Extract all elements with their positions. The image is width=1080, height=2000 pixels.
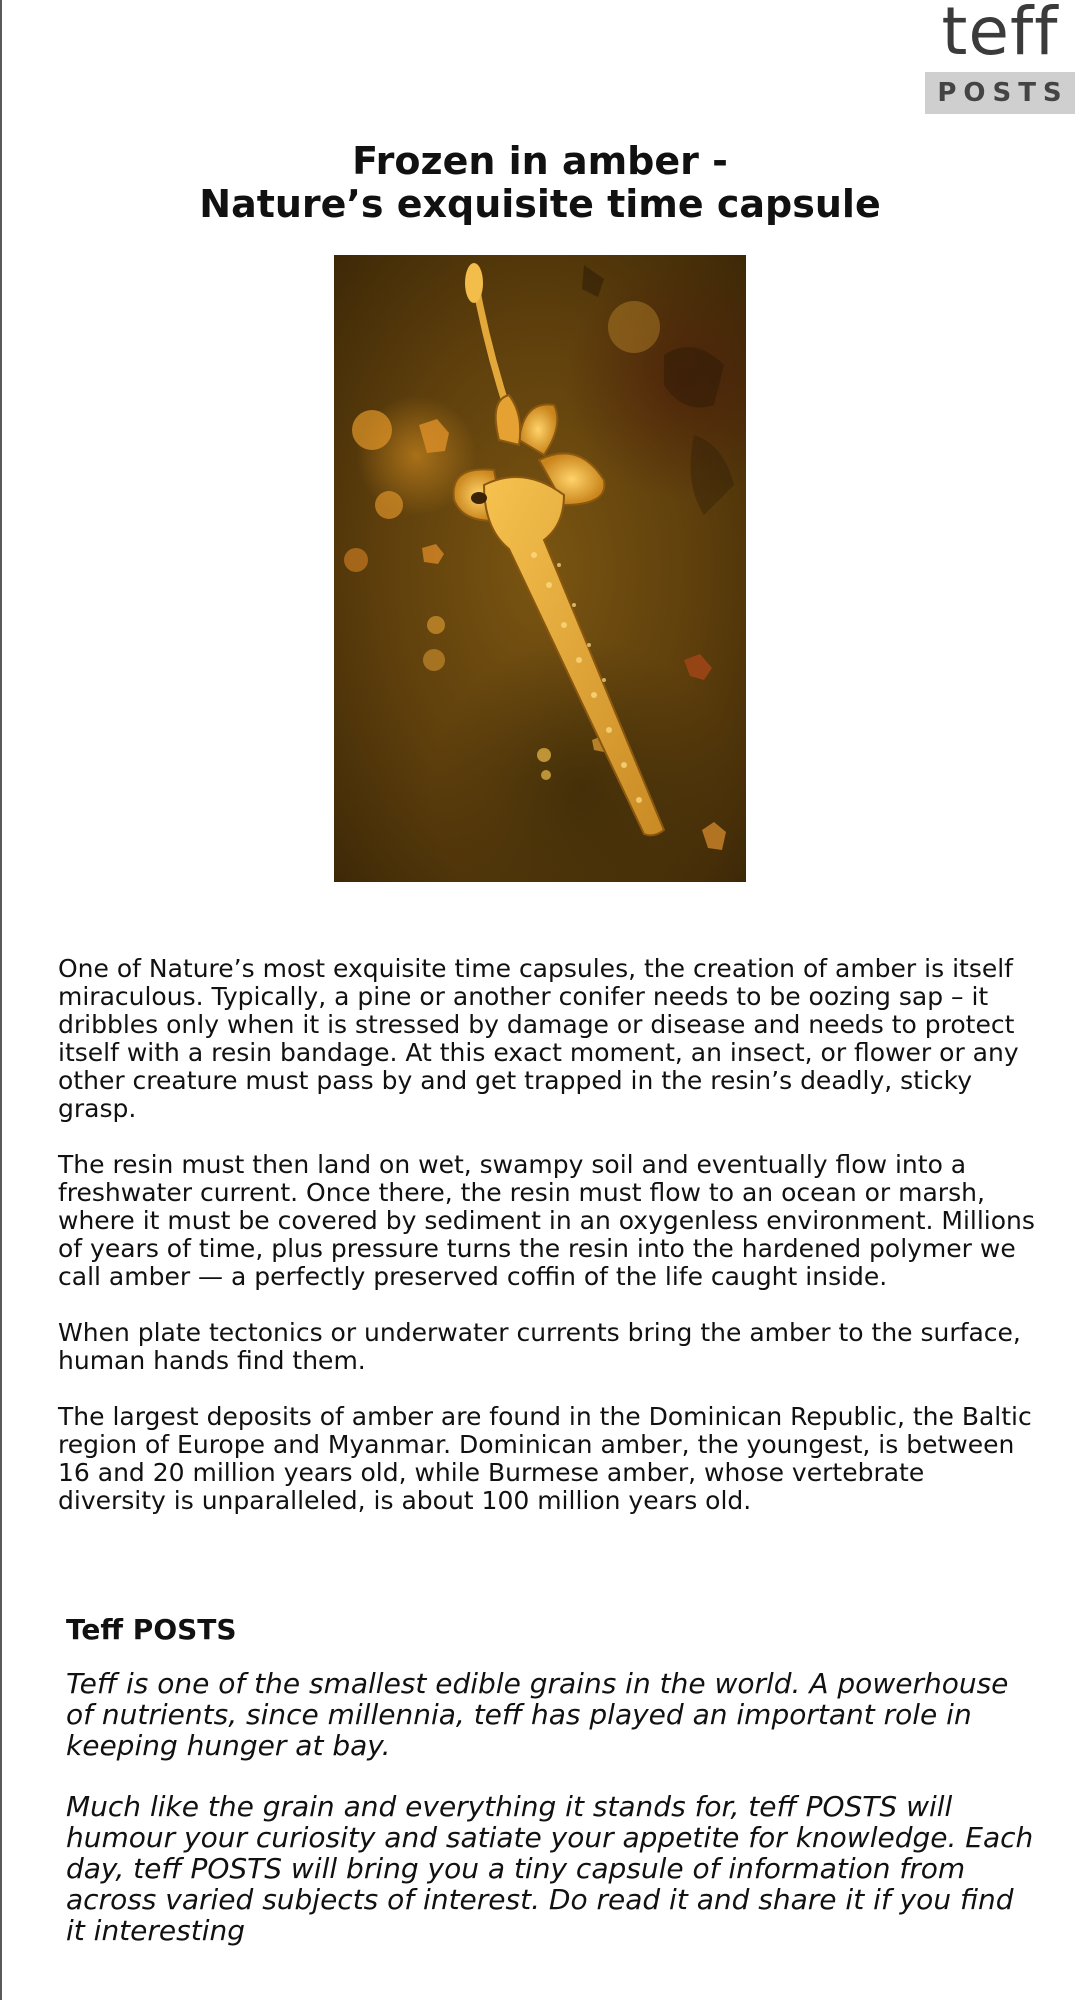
article-paragraph-3: When plate tectonics or underwater currents bring the amber to the surface, human hands find them. (58, 1318, 1021, 1375)
logo-wordmark: teff (941, 0, 1059, 70)
article-paragraph-4: The largest deposits of amber are found in the Dominican Republic, the Baltic region of Europe and Myanmar. Dominican amber, the youngest, is between 16 and 20 million years old, while Burmese amber, whose vertebrate diversity is unparalleled, is about 100 million years old. (58, 1402, 1032, 1515)
about-paragraph-2: Much like the grain and everything it stands for, teff POSTS will humour your curiosity and satiate your appetite for knowledge. Each day, teff POSTS will bring you a tiny capsule of information from across varied subjects of interest. Do read it and share it if you find it interesting (66, 1790, 1034, 1947)
about-paragraph-1: Teff is one of the smallest edible grains in the world. A powerhouse of nutrients, since millennia, teff has played an important role in keeping hunger at bay. (66, 1667, 1009, 1762)
teff-posts-logo[interactable] (925, 0, 1075, 115)
teff-posts-about (66, 1612, 1036, 1976)
article-title (0, 140, 1080, 226)
article-paragraph-2: The resin must then land on wet, swampy soil and eventually flow into a freshwater current. Once there, the resin must flow to an ocean or marsh, where it must be covered by sediment in an oxygenless environment. Millions of years of time, plus pressure turns the resin into the hardened polymer we call amber — a perfectly preserved coffin of the life caught inside. (58, 1150, 1035, 1291)
article-body (58, 955, 1038, 1543)
flower-in-amber-illustration (334, 255, 746, 882)
article-paragraph-1: One of Nature’s most exquisite time capsules, the creation of amber is itself miraculous. Typically, a pine or another conifer needs to be oozing sap – it dribbles only when it is stressed by damage or disease and needs to protect itself with a resin bandage. At this exact moment, an insect, or flower or any other creature must pass by and get trapped in the resin’s deadly, sticky grasp. (58, 954, 1019, 1123)
logo-submark-bar (925, 72, 1075, 114)
logo-submark: POSTS (937, 78, 1069, 108)
page-left-border (0, 0, 2, 2000)
article-title-line-2: Nature’s exquisite time capsule (199, 182, 881, 226)
amber-flower-photo (334, 255, 746, 882)
about-title: Teff POSTS (66, 1613, 237, 1646)
article-title-line-1: Frozen in amber - (352, 139, 728, 183)
